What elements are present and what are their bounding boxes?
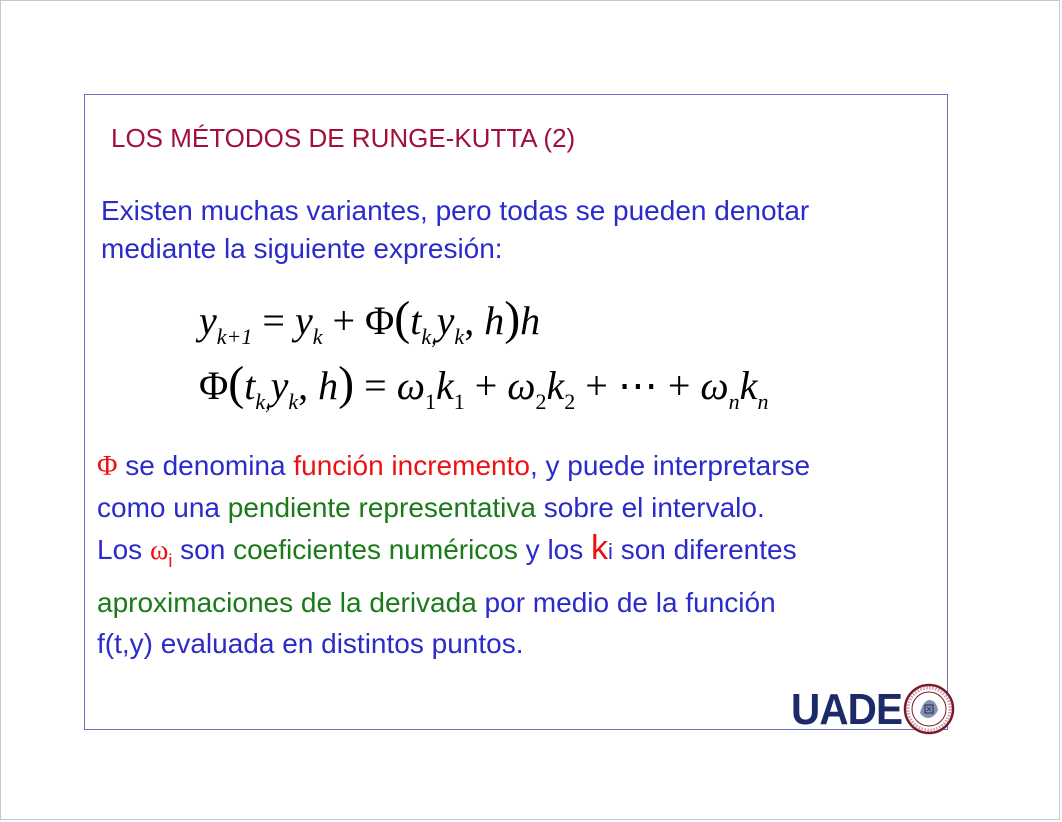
term-pendiente-representativa: pendiente representativa — [227, 492, 536, 523]
body-text-span: , y puede interpretarse — [529, 450, 811, 481]
body-text-span: por medio de la función — [476, 587, 776, 618]
body-line-1 — [97, 445, 947, 487]
k-symbol: k — [591, 529, 609, 567]
omega-subscript: i — [168, 551, 173, 571]
body-text-span: como una — [97, 492, 228, 523]
body-text-span: Los — [97, 534, 150, 565]
term-funcion-incremento: función incremento — [293, 450, 530, 481]
body-text-span: son — [172, 534, 234, 565]
uade-logo — [791, 679, 959, 739]
body-text — [97, 445, 947, 664]
body-line-3 — [97, 528, 947, 582]
slide-title: LOS MÉTODOS DE RUNGE-KUTTA (2) — [111, 123, 576, 153]
uade-logo-text: UADE — [791, 685, 903, 734]
body-line-2 — [97, 487, 947, 528]
body-line-4 — [97, 582, 947, 623]
intro-line-2: mediante la siguiente expresión: — [101, 233, 503, 264]
body-text-span: y los — [517, 534, 592, 565]
body-text-span: son diferentes — [612, 534, 797, 565]
k-subscript: i — [608, 539, 613, 564]
formula-increment-function: $\Phi(t_{k,}y_k$, $h) = \omega_1k_1 + \omega_2k_2$ + ⋯ + $\omega_nk_n$ — [199, 357, 769, 414]
body-text-span: sobre el intervalo. — [535, 492, 765, 523]
intro-line-1: Existen muchas variantes, pero todas se pueden denotar — [101, 195, 810, 226]
formula-recurrence: $y_{k+1} = y_k + \Phi(t_{k,}y_k$, h)h — [199, 292, 541, 349]
uade-seal-icon — [903, 683, 955, 735]
term-aproximaciones-derivada: aproximaciones de la derivada — [97, 587, 477, 618]
intro-text — [101, 192, 941, 268]
term-coeficientes-numericos: coeficientes numéricos — [233, 534, 518, 565]
body-text-span: se denomina — [117, 450, 294, 481]
body-text-span: f(t,y) evaluada en distintos puntos. — [97, 628, 524, 659]
omega-symbol: ω — [149, 535, 169, 566]
phi-symbol: Φ — [97, 451, 118, 482]
body-line-5 — [97, 623, 947, 664]
